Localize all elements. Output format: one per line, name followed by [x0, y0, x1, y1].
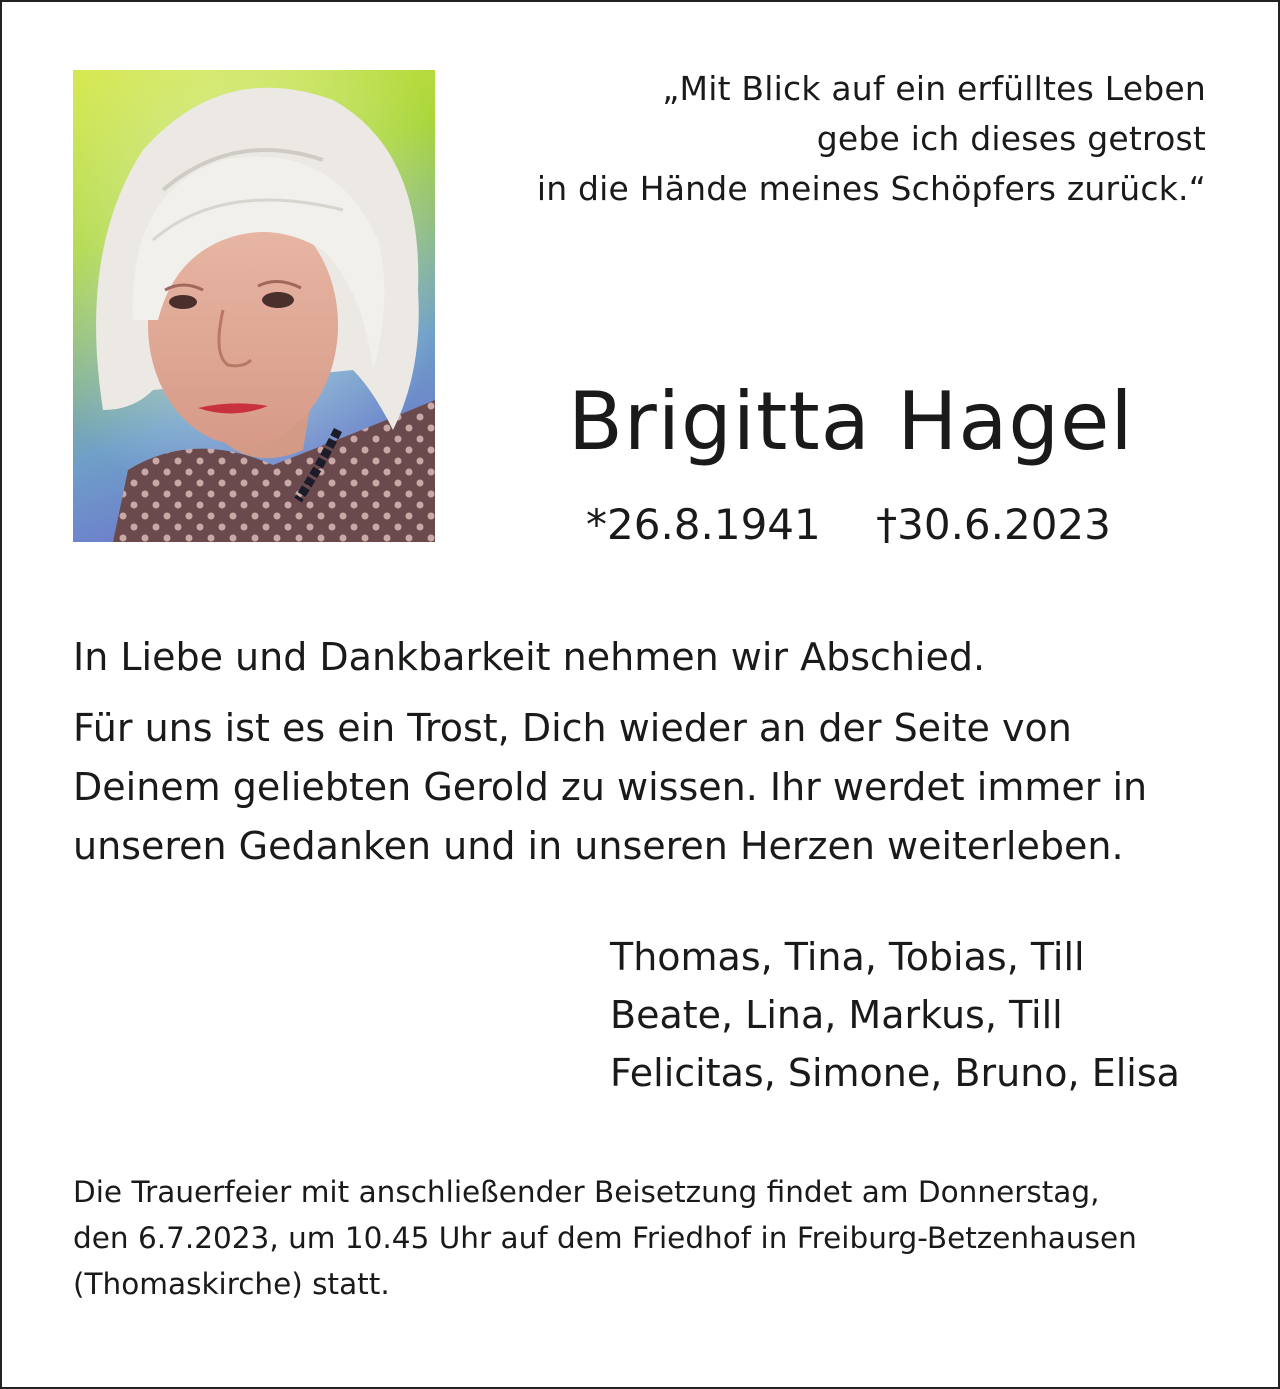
deceased-name: Brigitta Hagel	[568, 375, 1134, 468]
quote-line: in die Hände meines Schöpfers zurück.“	[536, 169, 1206, 208]
message-block	[73, 699, 1233, 876]
service-line: Die Trauerfeier mit anschließender Beisetzung findet am Donnerstag,	[73, 1175, 1100, 1209]
death-date: †30.6.2023	[876, 500, 1111, 549]
family-line: Beate, Lina, Markus, Till	[610, 993, 1063, 1037]
quote-line: gebe ich dieses getrost	[816, 119, 1206, 158]
life-dates	[586, 497, 1111, 553]
message-line: Deinem geliebten Gerold zu wissen. Ihr werdet immer in	[73, 765, 1148, 809]
service-line: (Thomaskirche) statt.	[73, 1267, 390, 1301]
farewell-line: In Liebe und Dankbarkeit nehmen wir Abschied.	[73, 635, 986, 679]
portrait-photo	[73, 70, 435, 542]
family-line: Felicitas, Simone, Bruno, Elisa	[610, 1051, 1180, 1095]
message-line: Für uns ist es ein Trost, Dich wieder an der Seite von	[73, 706, 1072, 750]
quote-block	[506, 64, 1206, 214]
family-signatures	[610, 928, 1180, 1102]
service-line: den 6.7.2023, um 10.45 Uhr auf dem Friedhof in Freiburg-Betzenhausen	[73, 1221, 1137, 1255]
service-info	[73, 1169, 1218, 1307]
quote-line: „Mit Blick auf ein erfülltes Leben	[662, 69, 1206, 108]
birth-date: *26.8.1941	[586, 500, 821, 549]
message-line: unseren Gedanken und in unseren Herzen weiterleben.	[73, 824, 1124, 868]
family-line: Thomas, Tina, Tobias, Till	[610, 935, 1085, 979]
